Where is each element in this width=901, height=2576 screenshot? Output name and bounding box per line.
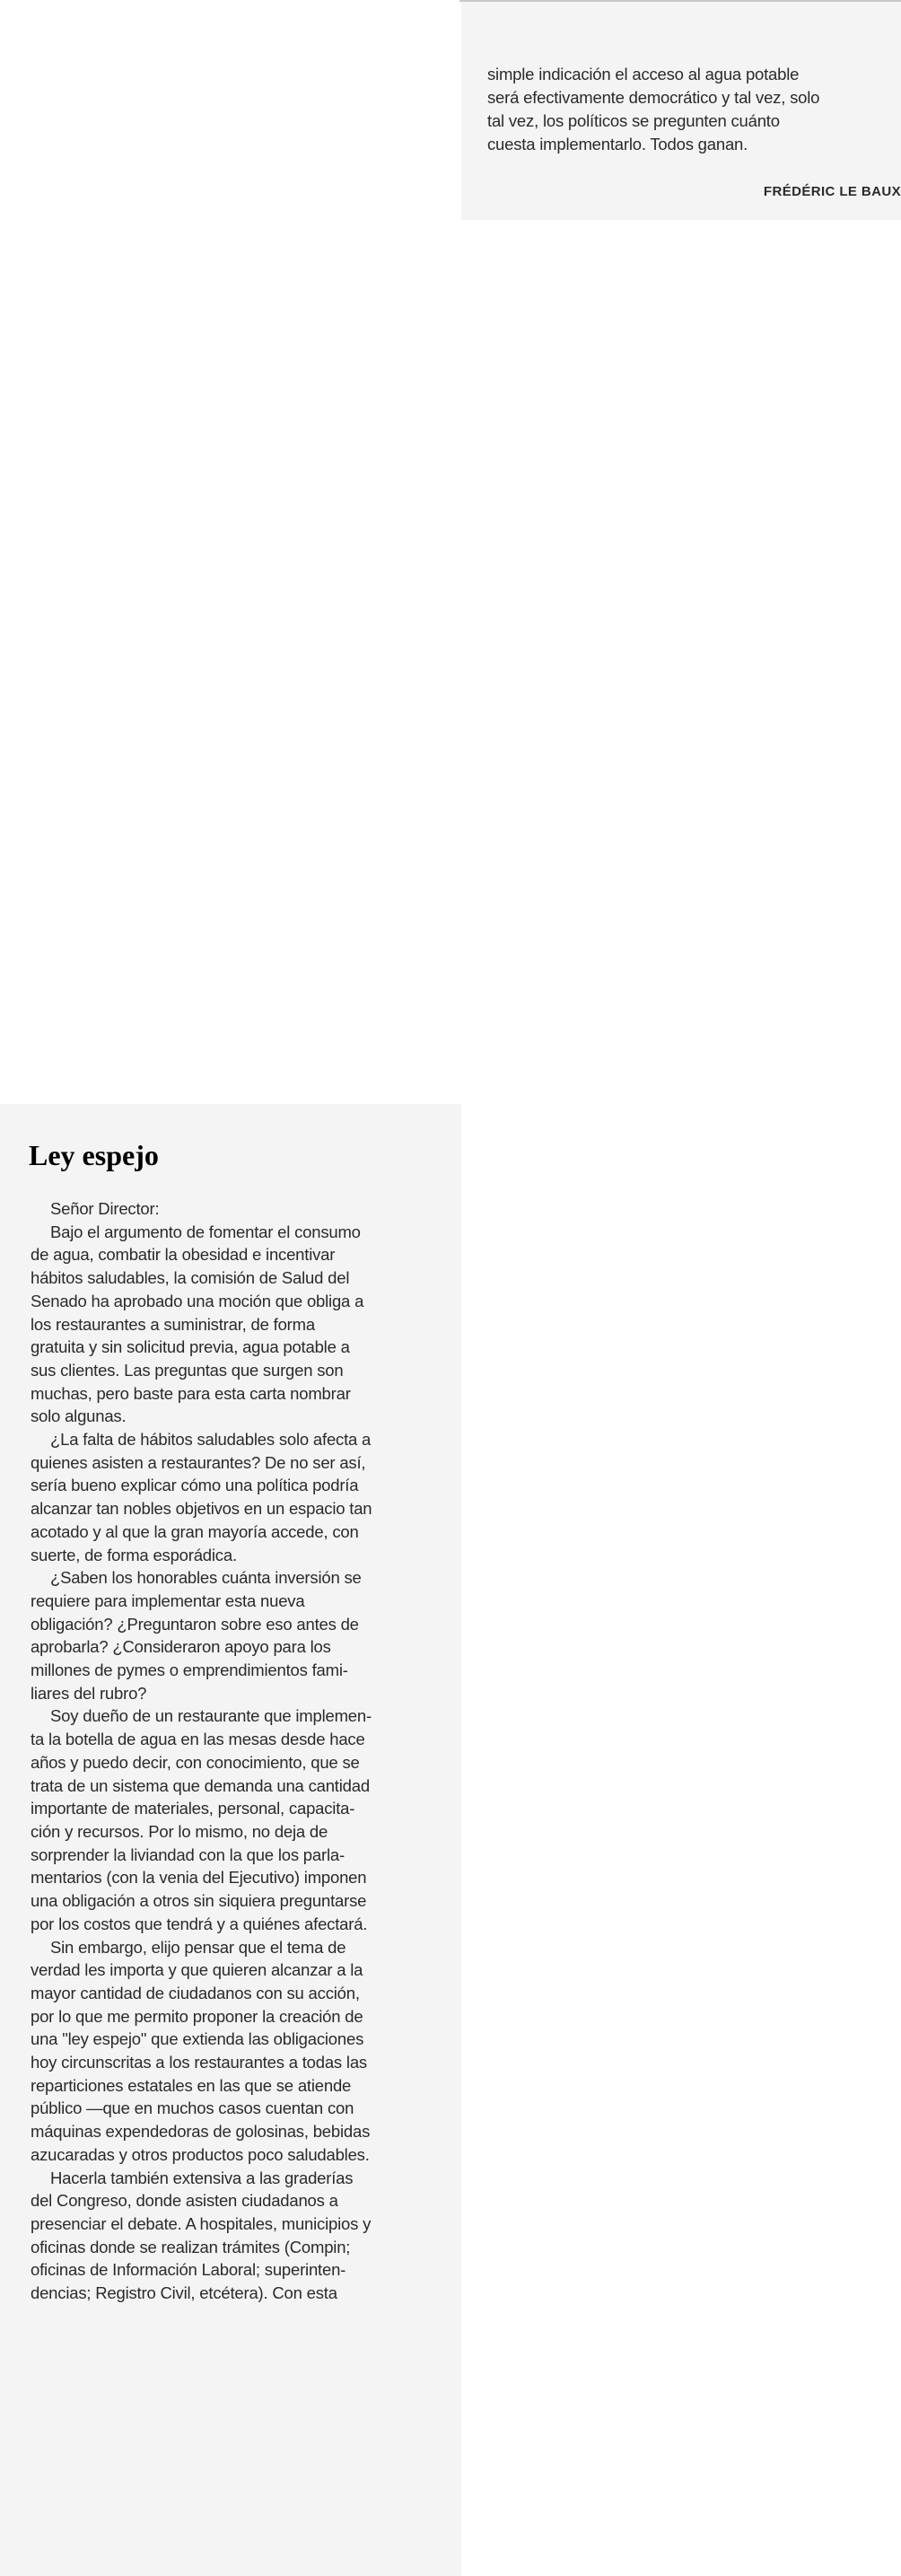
letter-line: una obligación a otros sin siquiera preguntarse <box>31 1891 367 1911</box>
letter-title: Ley espejo <box>29 1139 159 1172</box>
letter-line: obligación? ¿Preguntaron sobre eso antes de <box>31 1614 359 1634</box>
previous-letter-continuation <box>461 2 901 220</box>
letter-line: trata de un sistema que demanda una cantidad <box>31 1775 370 1795</box>
letter-line: reparticiones estatales en las que se atiende <box>31 2075 352 2095</box>
continuation-line: será efectivamente democrático y tal vez, solo <box>487 88 820 107</box>
letter-line: sorprender la liviandad con la que los parla- <box>31 1844 345 1864</box>
letter-line: sus clientes. Las preguntas que surgen son <box>31 1360 344 1380</box>
letter-line: suerte, de forma esporádica. <box>31 1545 237 1564</box>
letter-line: alcanzar tan nobles objetivos en un espacio tan <box>31 1499 372 1519</box>
letter-line: oficinas de Información Laboral; superinten- <box>31 2260 346 2280</box>
letter-line: importante de materiales, personal, capacita- <box>31 1799 355 1818</box>
letter-signature: FRÉDÉRIC LE BAUX <box>763 184 901 199</box>
letter-line: Señor Director: <box>50 1199 160 1218</box>
letter-line: oficinas donde se realizan trámites (Compin; <box>31 2237 351 2256</box>
letter-line: los restaurantes a suministrar, de forma <box>31 1314 315 1334</box>
letter-line: dencias; Registro Civil, etcétera). Con esta <box>31 2283 337 2303</box>
letter-line: millones de pymes o emprendimientos fami- <box>31 1660 348 1680</box>
letter-line: Soy dueño de un restaurante que implemen- <box>50 1706 372 1726</box>
letter-line: ción y recursos. Por lo mismo, no deja de <box>31 1821 328 1841</box>
letter-line: muchas, pero baste para esta carta nombrar <box>31 1383 351 1403</box>
letter-line: hoy circunscritas a los restaurantes a todas las <box>31 2053 367 2072</box>
letter-line: Bajo el argumento de fomentar el consumo <box>50 1222 361 1241</box>
letter-line: verdad les importa y que quieren alcanzar a la <box>31 1960 363 1980</box>
letter-line: de agua, combatir la obesidad e incentivar <box>31 1245 336 1265</box>
letter-line: liares del rubro? <box>31 1683 147 1703</box>
letter-line: requiere para implementar esta nueva <box>31 1590 305 1610</box>
letter-line: ¿La falta de hábitos saludables solo afecta a <box>50 1430 372 1450</box>
letter-line: ta la botella de agua en las mesas desde hace <box>31 1730 365 1749</box>
continuation-line: tal vez, los políticos se pregunten cuánto <box>487 111 780 130</box>
continuation-line: cuesta implementarlo. Todos ganan. <box>487 135 748 153</box>
letter-line: Sin embargo, elijo pensar que el tema de <box>50 1937 346 1957</box>
letter-line: por los costos que tendrá y a quiénes afectará. <box>31 1914 368 1933</box>
letter-line: gratuita y sin solicitud previa, agua potable a <box>31 1337 350 1357</box>
letter-line: por lo que me permito proponer la creación de <box>31 2006 363 2026</box>
letter-line: solo algunas. <box>31 1406 127 1426</box>
letter-line: presenciar el debate. A hospitales, municipios y <box>31 2213 372 2233</box>
letter-line: hábitos saludables, la comisión de Salud del <box>31 1268 350 1288</box>
letter-line: Hacerla también extensiva a las graderías <box>50 2168 354 2187</box>
letter-line: quienes asisten a restaurantes? De no ser así, <box>31 1452 366 1472</box>
letter-line: ¿Saben los honorables cuánta inversión se <box>50 1568 362 1588</box>
letter-body <box>31 1197 459 2305</box>
letter-line: público —que en muchos casos cuentan con <box>31 2098 354 2118</box>
letter-line: aprobarla? ¿Consideraron apoyo para los <box>31 1637 331 1657</box>
continuation-line: simple indicación el acceso al agua potable <box>487 65 800 83</box>
letter-line: una "ley espejo" que extienda las obligaciones <box>31 2029 364 2049</box>
letter-line: azucaradas y otros productos poco saludables. <box>31 2144 370 2164</box>
letter-line: sería bueno explicar cómo una política podría <box>31 1476 359 1495</box>
letter-line: años y puedo decir, con conocimiento, que se <box>31 1752 360 1772</box>
letter-line: mayor cantidad de ciudadanos con su acción, <box>31 1983 360 2002</box>
letter-line: mentarios (con la venia del Ejecutivo) imponen <box>31 1868 367 1888</box>
letter-line: acotado y al que la gran mayoría accede, con <box>31 1521 359 1541</box>
continuation-text <box>487 63 891 156</box>
letter-line: máquinas expendedoras de golosinas, bebidas <box>31 2122 371 2142</box>
letter-line: Senado ha aprobado una moción que obliga a <box>31 1291 364 1310</box>
letter-line: del Congreso, donde asisten ciudadanos a <box>31 2191 338 2211</box>
